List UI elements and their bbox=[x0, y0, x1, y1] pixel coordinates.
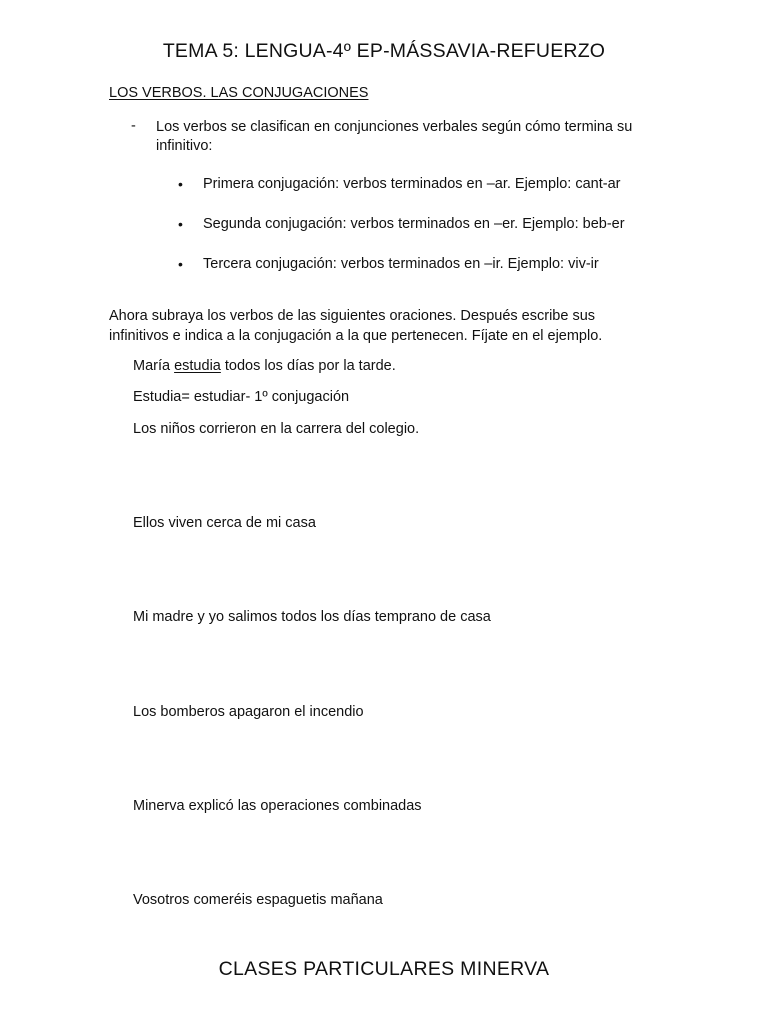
example-underlined-verb: estudia bbox=[174, 358, 221, 374]
intro-dash-marker: - bbox=[131, 118, 136, 134]
exercise-sentence-3: Mi madre y yo salimos todos los días temprano de casa bbox=[133, 609, 491, 625]
exercise-sentence-1: Los niños corrieron en la carrera del colegio. bbox=[133, 421, 420, 437]
exercise-sentence-2: Ellos viven cerca de mi casa bbox=[133, 515, 316, 531]
page-title: TEMA 5: LENGUA-4º EP-MÁSSAVIA-REFUERZO bbox=[162, 40, 606, 62]
bullet-second-conjugation: Segunda conjugación: verbos terminados en –er. Ejemplo: beb-er bbox=[203, 216, 625, 232]
page-footer: CLASES PARTICULARES MINERVA bbox=[218, 958, 550, 980]
bullet-marker: • bbox=[178, 256, 183, 272]
example-sentence-start: María bbox=[133, 358, 175, 374]
example-sentence bbox=[133, 358, 396, 374]
bullet-marker: • bbox=[178, 216, 183, 232]
exercise-sentence-4: Los bomberos apagaron el incendio bbox=[133, 704, 364, 720]
example-answer: Estudia= estudiar- 1º conjugación bbox=[133, 389, 350, 405]
intro-paragraph: Los verbos se clasifican en conjunciones verbales según cómo termina su infinitivo: bbox=[156, 119, 633, 154]
example-sentence-end: todos los días por la tarde. bbox=[220, 358, 396, 374]
section-heading: LOS VERBOS. LAS CONJUGACIONES bbox=[109, 85, 369, 101]
exercise-sentence-6: Vosotros comeréis espaguetis mañana bbox=[133, 892, 383, 908]
exercise-instructions: Ahora subraya los verbos de las siguientes oraciones. Después escribe sus infinitivos e indica a la conjugación a la que pertenecen. Fíjate en el ejemplo. bbox=[109, 308, 603, 344]
bullet-marker: • bbox=[178, 176, 183, 192]
exercise-sentence-5: Minerva explicó las operaciones combinadas bbox=[133, 798, 422, 814]
bullet-first-conjugation: Primera conjugación: verbos terminados en –ar. Ejemplo: cant-ar bbox=[203, 176, 621, 192]
bullet-third-conjugation: Tercera conjugación: verbos terminados en –ir. Ejemplo: viv-ir bbox=[203, 256, 599, 272]
